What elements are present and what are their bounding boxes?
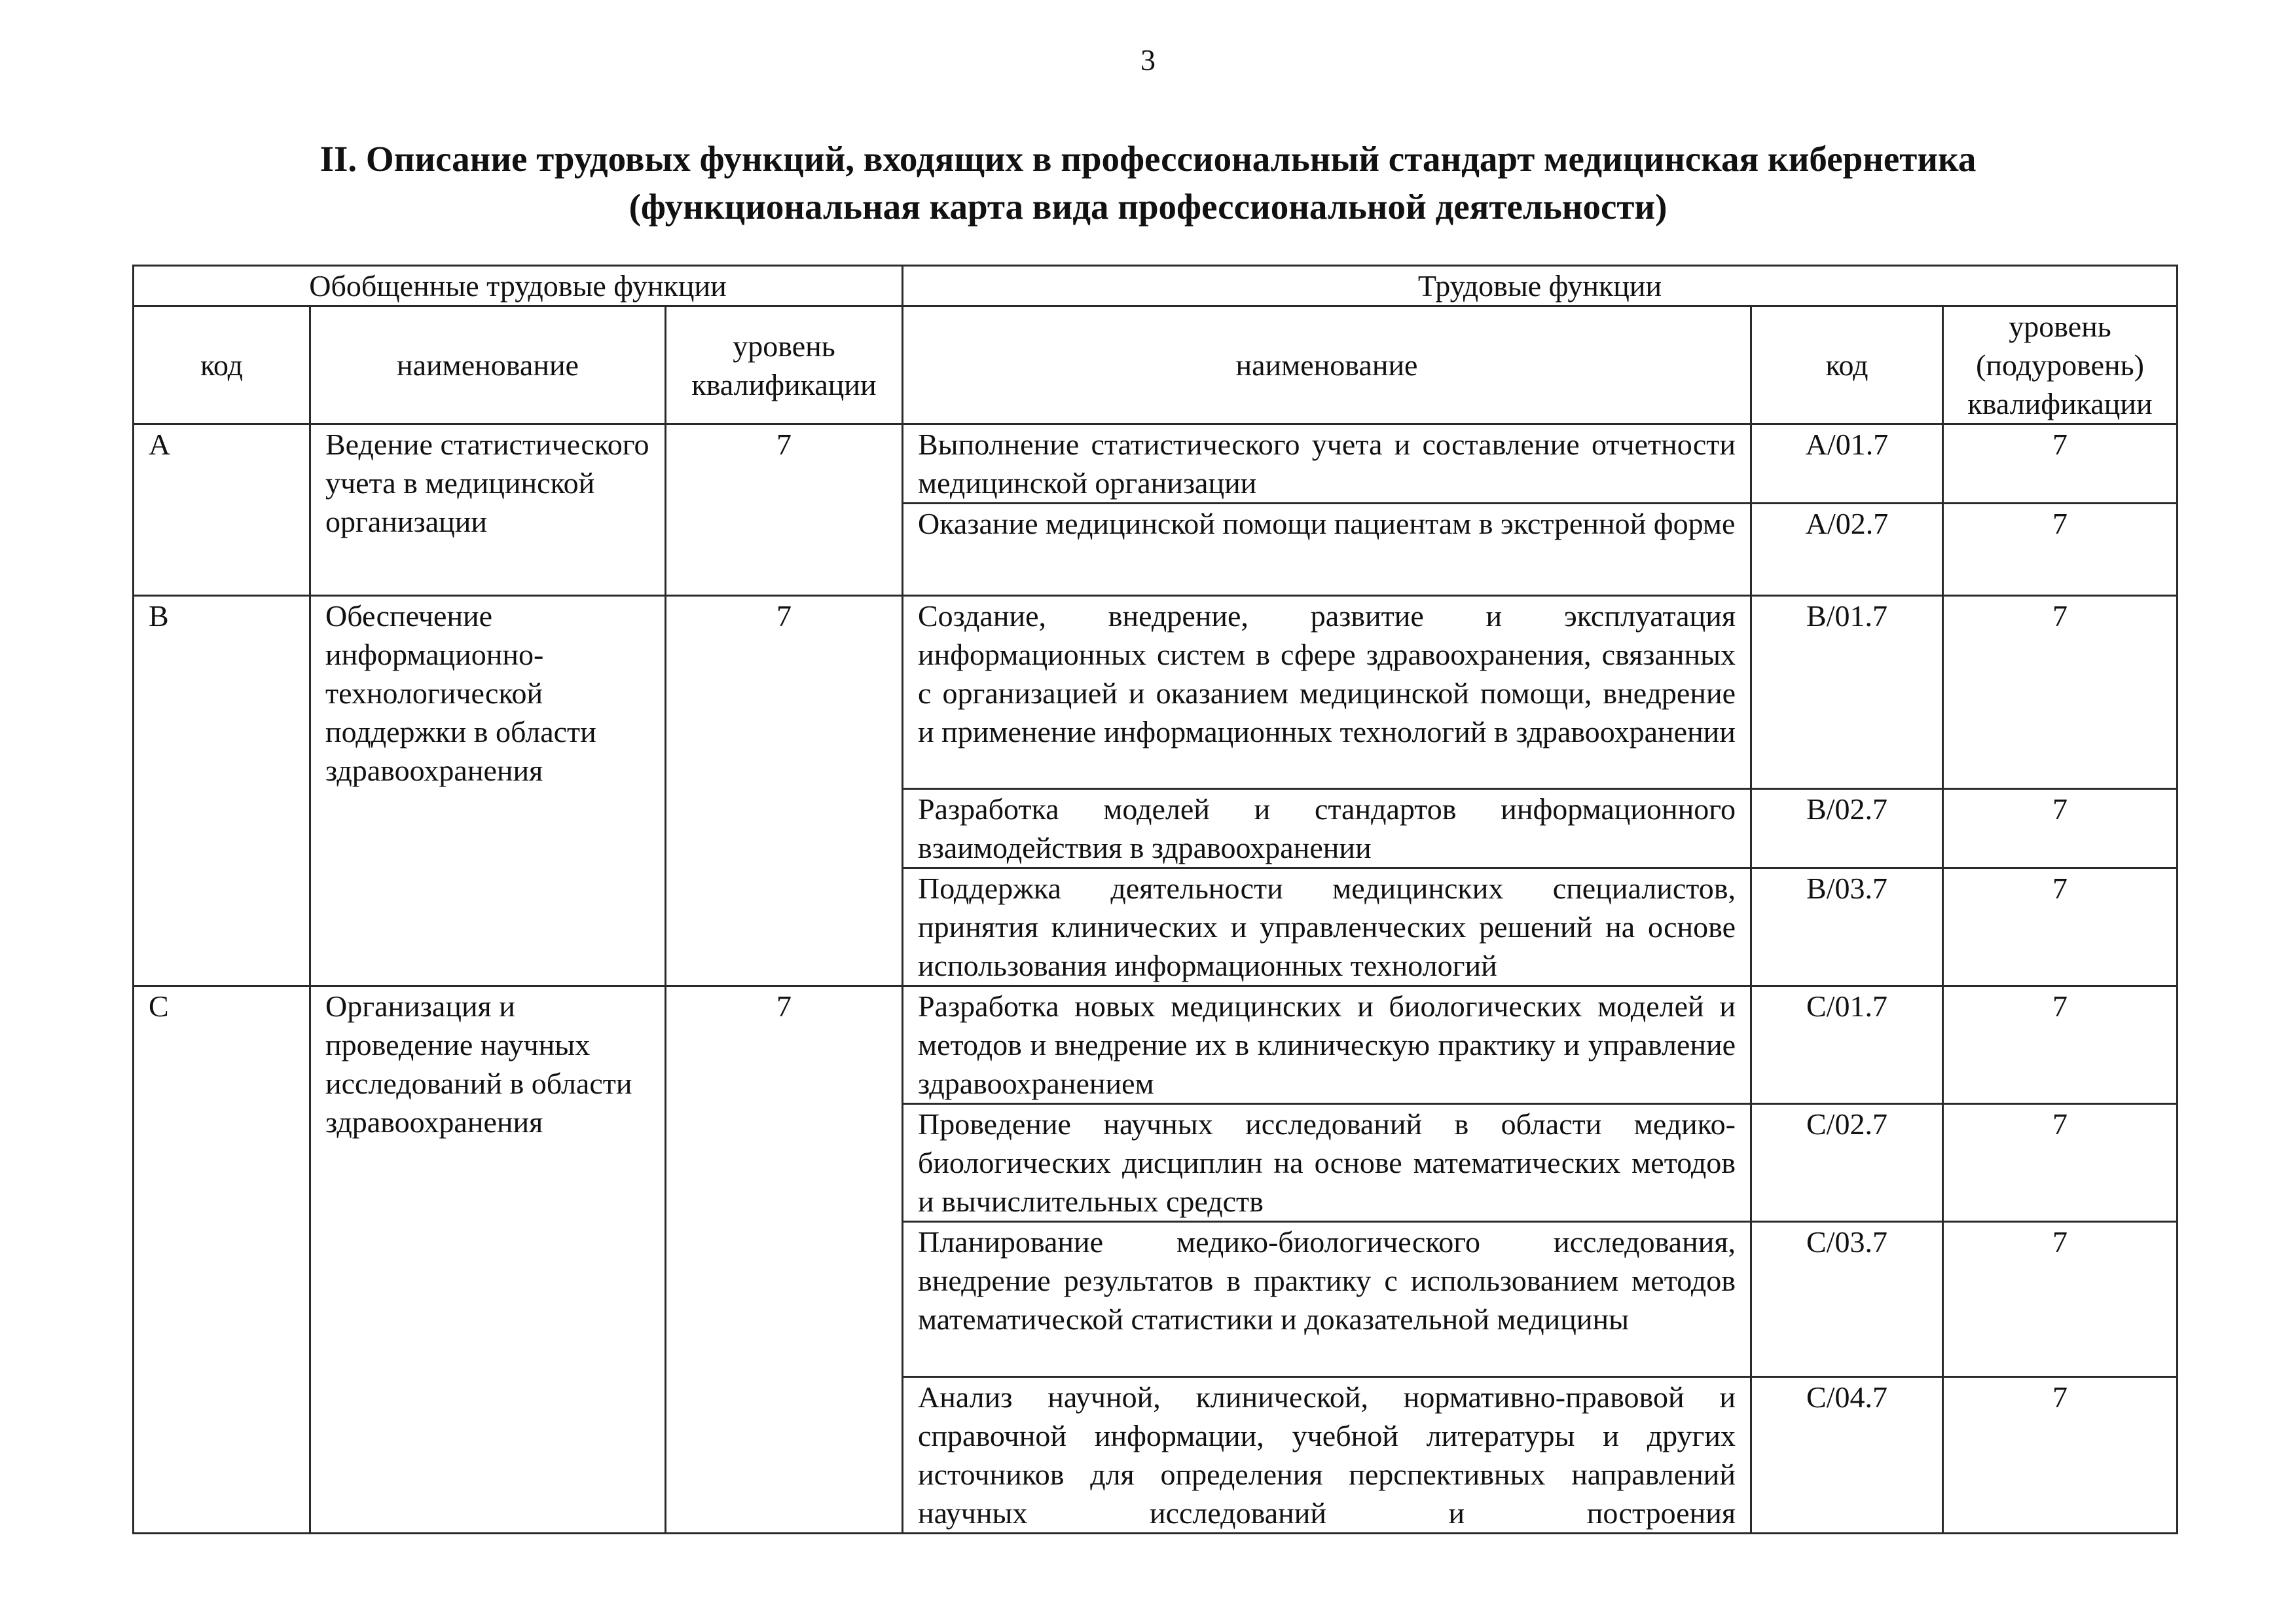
gen-level-header: уровень квалификации: [666, 306, 903, 424]
page-number: 3: [1140, 43, 1156, 77]
function-name: Оказание медицинской помощи пациентам в экстренной форме: [903, 504, 1751, 596]
function-level: 7: [1943, 504, 2178, 596]
group-code: A: [134, 424, 310, 596]
function-name: Выполнение статистического учета и составление отчетности медицинской организации: [903, 424, 1751, 504]
function-code: B/01.7: [1751, 596, 1943, 789]
function-level: 7: [1943, 596, 2178, 789]
function-code: C/03.7: [1751, 1222, 1943, 1377]
table-row: [134, 986, 2178, 1104]
function-name: Планирование медико-биологического исследования, внедрение результатов в практику с использованием методов математической статистики и доказательной медицины: [903, 1222, 1751, 1377]
function-code: A/01.7: [1751, 424, 1943, 504]
function-level: 7: [1943, 868, 2178, 986]
group-code: B: [134, 596, 310, 986]
function-code: C/04.7: [1751, 1377, 1943, 1534]
func-code-header: код: [1751, 306, 1943, 424]
function-code: A/02.7: [1751, 504, 1943, 596]
function-name: Поддержка деятельности медицинских специалистов, принятия клинических и управленческих решений на основе использования информационных технологий: [903, 868, 1751, 986]
group-name: Обеспечение информационно-технологической поддержки в области здравоохранения: [310, 596, 666, 986]
column-header-row: [134, 306, 2178, 424]
generalized-functions-header: Обобщенные трудовые функции: [134, 266, 903, 306]
table-row: [134, 424, 2178, 504]
section-title-line-2: (функциональная карта вида профессиональной деятельности): [629, 187, 1667, 227]
labor-functions-header: Трудовые функции: [903, 266, 2178, 306]
function-code: B/03.7: [1751, 868, 1943, 986]
func-level-header: уровень (подуровень) квалификации: [1943, 306, 2178, 424]
function-name: Разработка новых медицинских и биологических моделей и методов и внедрение их в клиническую практику и управление здравоохранением: [903, 986, 1751, 1104]
section-title: [0, 135, 2296, 231]
group-code: C: [134, 986, 310, 1534]
function-name: Разработка моделей и стандартов информационного взаимодействия в здравоохранении: [903, 789, 1751, 868]
gen-name-header: наименование: [310, 306, 666, 424]
gen-code-header: код: [134, 306, 310, 424]
function-code: B/02.7: [1751, 789, 1943, 868]
function-level: 7: [1943, 986, 2178, 1104]
function-level: 7: [1943, 1104, 2178, 1222]
function-name: Анализ научной, клинической, нормативно-правовой и справочной информации, учебной литературы и других источников для определения перспективных направлений научных исследований и построения: [903, 1377, 1751, 1534]
function-level: 7: [1943, 424, 2178, 504]
group-header-row: [134, 266, 2178, 306]
function-level: 7: [1943, 1222, 2178, 1377]
group-name: Организация и проведение научных исследований в области здравоохранения: [310, 986, 666, 1534]
group-name: Ведение статистического учета в медицинской организации: [310, 424, 666, 596]
function-level: 7: [1943, 789, 2178, 868]
table-row: [134, 596, 2178, 789]
function-name: Создание, внедрение, развитие и эксплуатация информационных систем в сфере здравоохранения, связанных с организацией и оказанием медицинской помощи, внедрение и применение информационных технологий в здравоохранении: [903, 596, 1751, 789]
function-code: C/02.7: [1751, 1104, 1943, 1222]
function-name: Проведение научных исследований в области медико-биологических дисциплин на основе математических методов и вычислительных средств: [903, 1104, 1751, 1222]
func-name-header: наименование: [903, 306, 1751, 424]
section-title-line-1: II. Описание трудовых функций, входящих в профессиональный стандарт медицинская кибернетика: [319, 139, 1977, 179]
functional-map-table: [132, 265, 2178, 1534]
group-level: 7: [666, 986, 903, 1534]
function-code: C/01.7: [1751, 986, 1943, 1104]
group-level: 7: [666, 596, 903, 986]
function-level: 7: [1943, 1377, 2178, 1534]
group-level: 7: [666, 424, 903, 596]
